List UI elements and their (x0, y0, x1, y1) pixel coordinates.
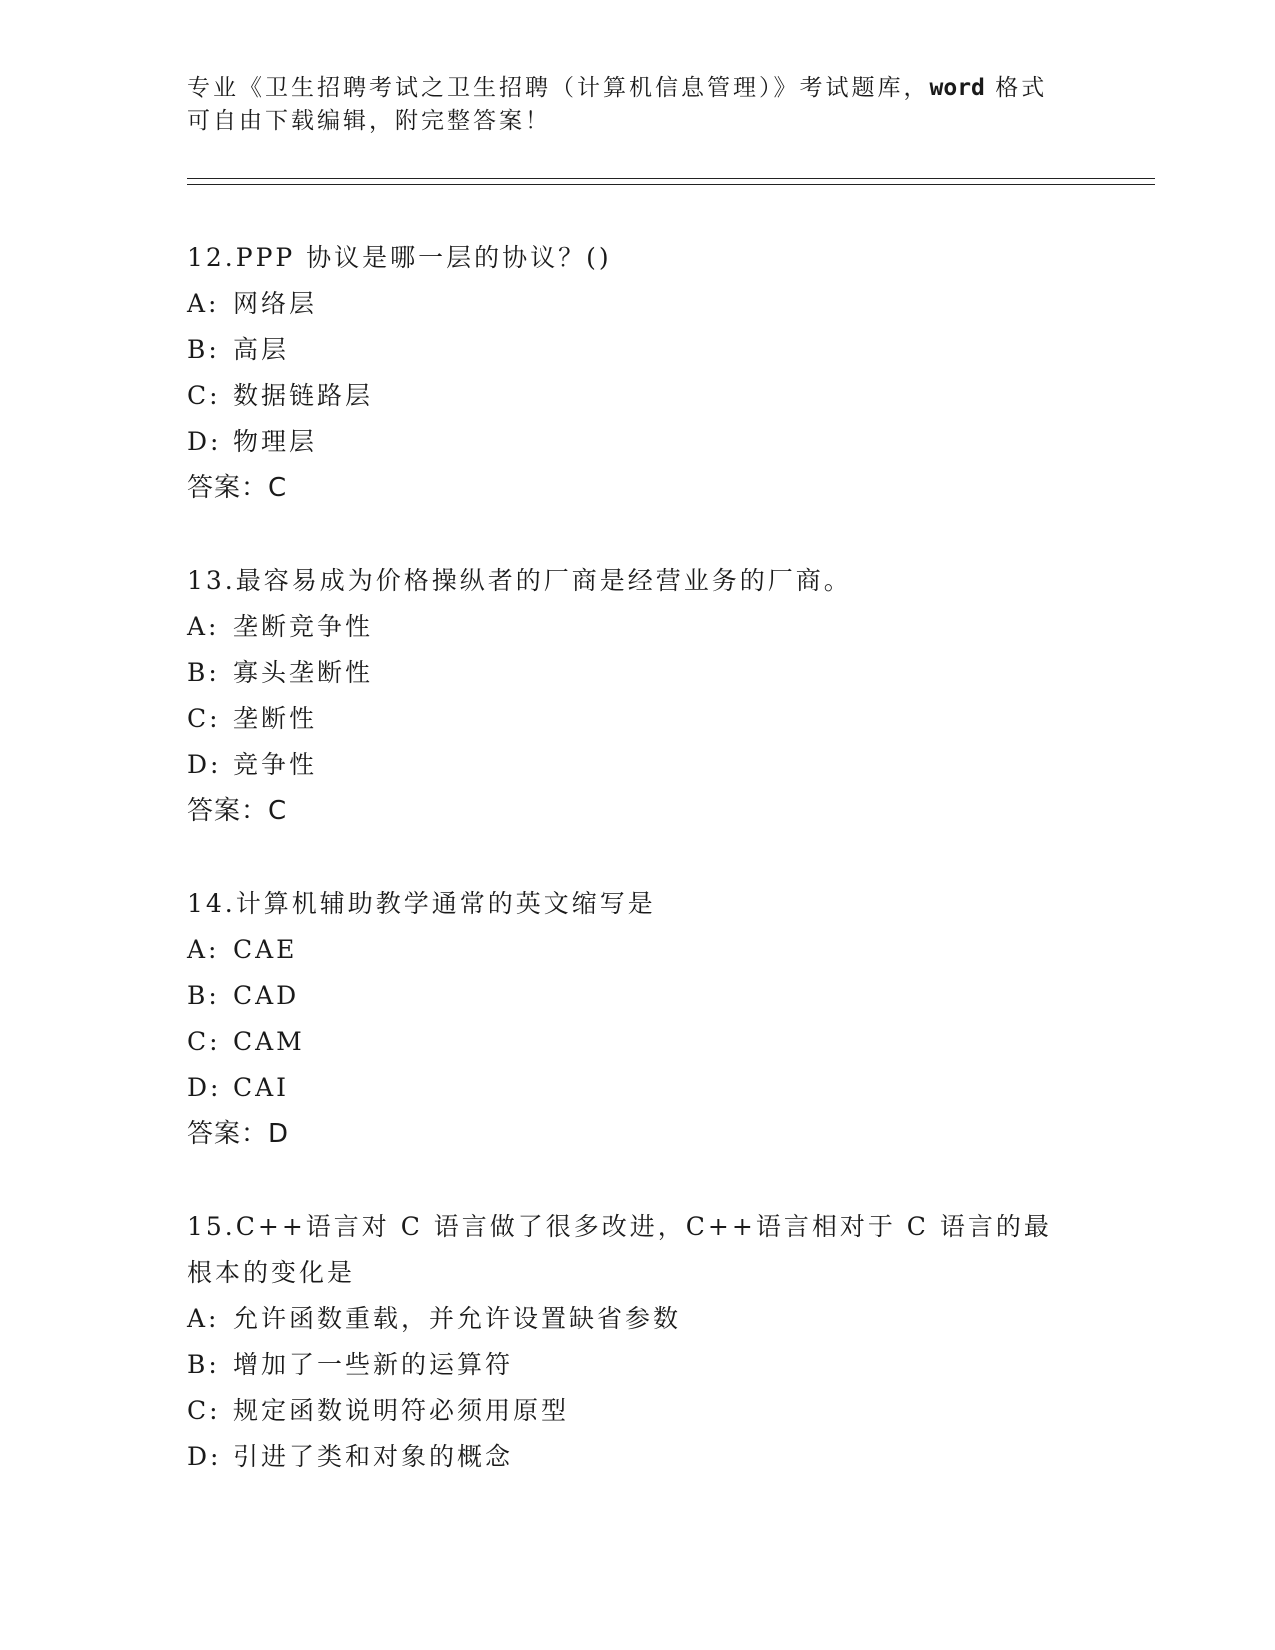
option-key: D: (187, 750, 222, 779)
answer: 答案：C (187, 473, 288, 503)
question-14 (187, 881, 1087, 1157)
question-13 (187, 558, 1087, 834)
header-text-after: 格式可自由下载编辑，附完整答案！ (187, 75, 1048, 134)
option-text: 寡头垄断性 (233, 658, 374, 687)
option-key: B: (187, 1350, 220, 1379)
option-b (187, 327, 1087, 373)
option-key: B: (187, 335, 220, 364)
header-text-before: 专业《卫生招聘考试之卫生招聘（计算机信息管理）》考试题库， (187, 75, 930, 101)
option-text: CAD (233, 981, 300, 1010)
document-header (187, 72, 1067, 138)
option-key: C: (187, 1396, 221, 1425)
question-12 (187, 235, 1087, 511)
option-key: A: (187, 612, 220, 641)
option-key: D: (187, 427, 222, 456)
option-text: 高层 (233, 335, 290, 364)
header-divider-top (187, 178, 1155, 179)
option-text: 竞争性 (233, 750, 318, 779)
option-key: A: (187, 1304, 220, 1333)
option-key: C: (187, 381, 221, 410)
option-text: 垄断竞争性 (233, 612, 374, 641)
option-key: D: (187, 1442, 222, 1471)
option-text: 增加了一些新的运算符 (233, 1350, 514, 1379)
option-b (187, 973, 1087, 1019)
option-key: D: (187, 1073, 222, 1102)
option-text: 数据链路层 (233, 381, 374, 410)
option-c (187, 1019, 1087, 1065)
option-key: A: (187, 935, 220, 964)
option-text: 引进了类和对象的概念 (233, 1442, 514, 1471)
header-divider-bottom (187, 184, 1155, 185)
option-key: A: (187, 289, 220, 318)
option-d (187, 419, 1087, 465)
option-key: B: (187, 981, 220, 1010)
option-text: 网络层 (233, 289, 318, 318)
option-key: C: (187, 1027, 221, 1056)
option-a (187, 927, 1087, 973)
option-b (187, 650, 1087, 696)
option-key: B: (187, 658, 220, 687)
question-15 (187, 1204, 1087, 1480)
option-d (187, 742, 1087, 788)
option-a (187, 1296, 1087, 1342)
option-text: CAM (233, 1027, 305, 1056)
question-text: 14.计算机辅助教学通常的英文缩写是 (187, 889, 656, 918)
option-text: 物理层 (233, 427, 318, 456)
option-a (187, 604, 1087, 650)
option-text: 允许函数重载，并允许设置缺省参数 (233, 1304, 682, 1333)
option-c (187, 696, 1087, 742)
option-b (187, 1342, 1087, 1388)
option-text: 规定函数说明符必须用原型 (233, 1396, 570, 1425)
option-text: CAI (233, 1073, 290, 1102)
option-a (187, 281, 1087, 327)
question-text: 12.PPP 协议是哪一层的协议？() (187, 243, 612, 272)
option-key: C: (187, 704, 221, 733)
option-d (187, 1434, 1087, 1480)
option-c (187, 1388, 1087, 1434)
header-word: word (929, 75, 985, 101)
answer: 答案：D (187, 1119, 290, 1149)
answer: 答案：C (187, 796, 288, 826)
question-text: 15.C++语言对 C 语言做了很多改进，C++语言相对于 C 语言的最根本的变化是 (187, 1212, 1052, 1287)
question-text: 13.最容易成为价格操纵者的厂商是经营业务的厂商。 (187, 566, 852, 595)
option-d (187, 1065, 1087, 1111)
option-c (187, 373, 1087, 419)
option-text: 垄断性 (233, 704, 318, 733)
question-list (187, 235, 1087, 1527)
option-text: CAE (233, 935, 298, 964)
